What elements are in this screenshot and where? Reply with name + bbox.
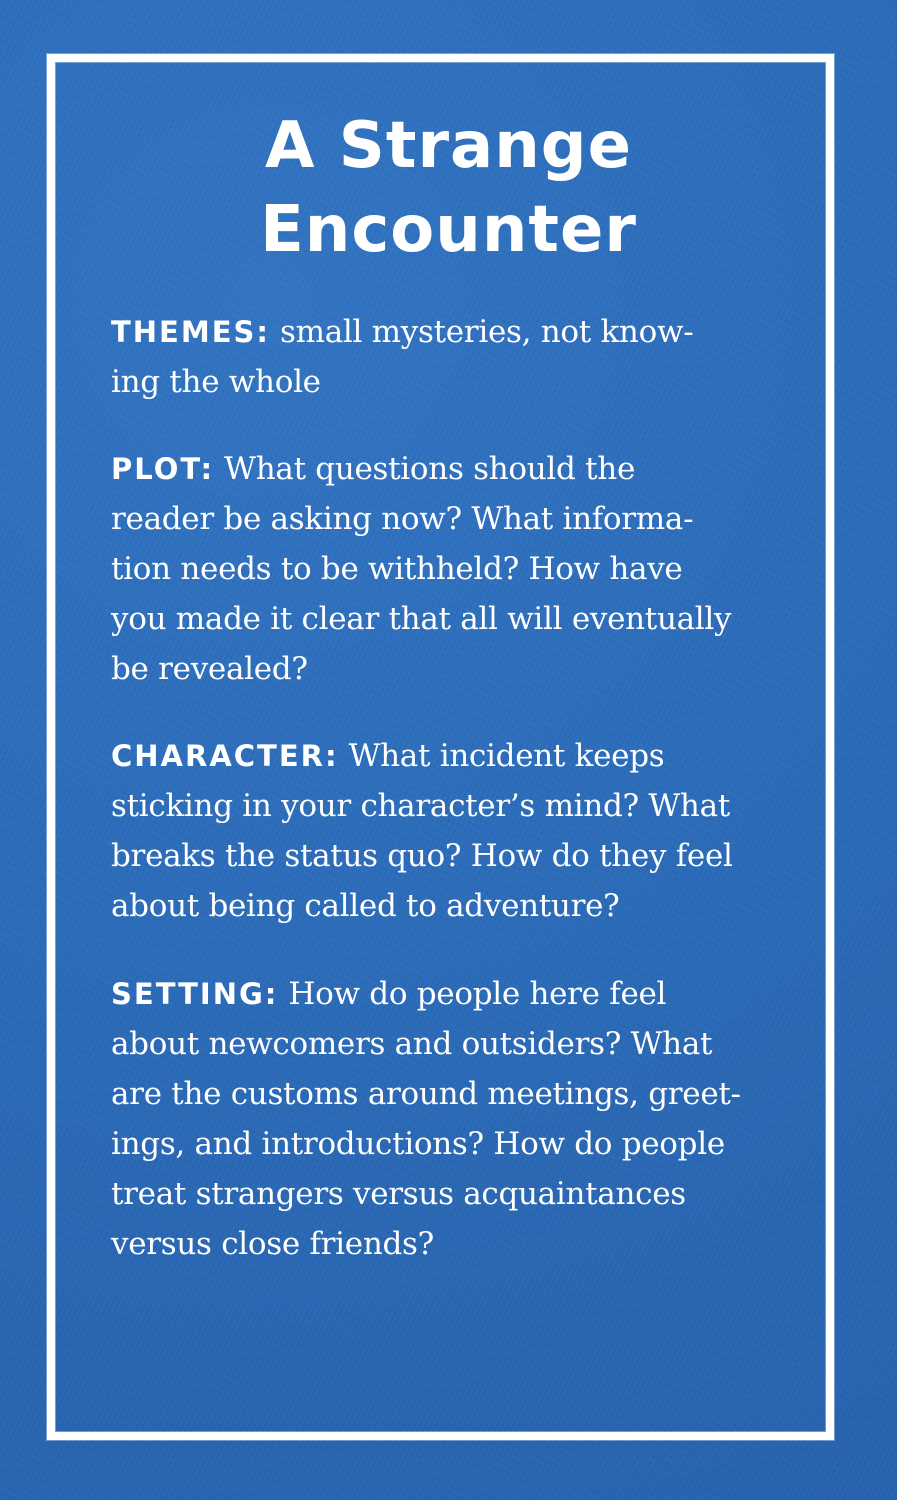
character-label: CHARACTER: bbox=[111, 739, 339, 773]
character-text-2: sticking in your character’s mind? What bbox=[111, 788, 730, 824]
setting-text-6: versus close friends? bbox=[111, 1226, 434, 1262]
themes-section bbox=[111, 307, 791, 407]
themes-text-2: ing the whole bbox=[111, 364, 321, 400]
setting-text-1: How do people here feel bbox=[288, 976, 667, 1012]
card-title bbox=[0, 104, 897, 272]
character-section bbox=[111, 731, 791, 931]
plot-label: PLOT: bbox=[111, 452, 215, 486]
setting-text-2: about newcomers and outsiders? What bbox=[111, 1026, 713, 1062]
title-line-1: A Strange bbox=[264, 109, 633, 183]
themes-text-1: small mysteries, not know- bbox=[280, 314, 694, 350]
setting-section bbox=[111, 969, 791, 1269]
setting-label: SETTING: bbox=[111, 977, 279, 1011]
plot-line-1 bbox=[111, 444, 791, 494]
setting-text-5: treat strangers versus acquaintances bbox=[111, 1176, 686, 1212]
setting-text-3: are the customs around meetings, greet- bbox=[111, 1076, 741, 1112]
plot-text-5: be revealed? bbox=[111, 651, 308, 687]
setting-line-1 bbox=[111, 969, 791, 1019]
plot-text-2: reader be asking now? What informa- bbox=[111, 501, 694, 537]
plot-text-3: tion needs to be withheld? How have bbox=[111, 551, 683, 587]
plot-text-1: What questions should the bbox=[224, 451, 635, 487]
themes-label: THEMES: bbox=[111, 315, 271, 349]
title-line-2: Encounter bbox=[260, 193, 637, 267]
character-text-1: What incident keeps bbox=[348, 738, 665, 774]
plot-text-4: you made it clear that all will eventually bbox=[111, 601, 732, 637]
character-text-3: breaks the status quo? How do they feel bbox=[111, 838, 733, 874]
character-line-1 bbox=[111, 731, 791, 781]
themes-line-1 bbox=[111, 307, 791, 357]
plot-section bbox=[111, 444, 791, 694]
character-text-4: about being called to adventure? bbox=[111, 888, 620, 924]
setting-text-4: ings, and introductions? How do people bbox=[111, 1126, 725, 1162]
